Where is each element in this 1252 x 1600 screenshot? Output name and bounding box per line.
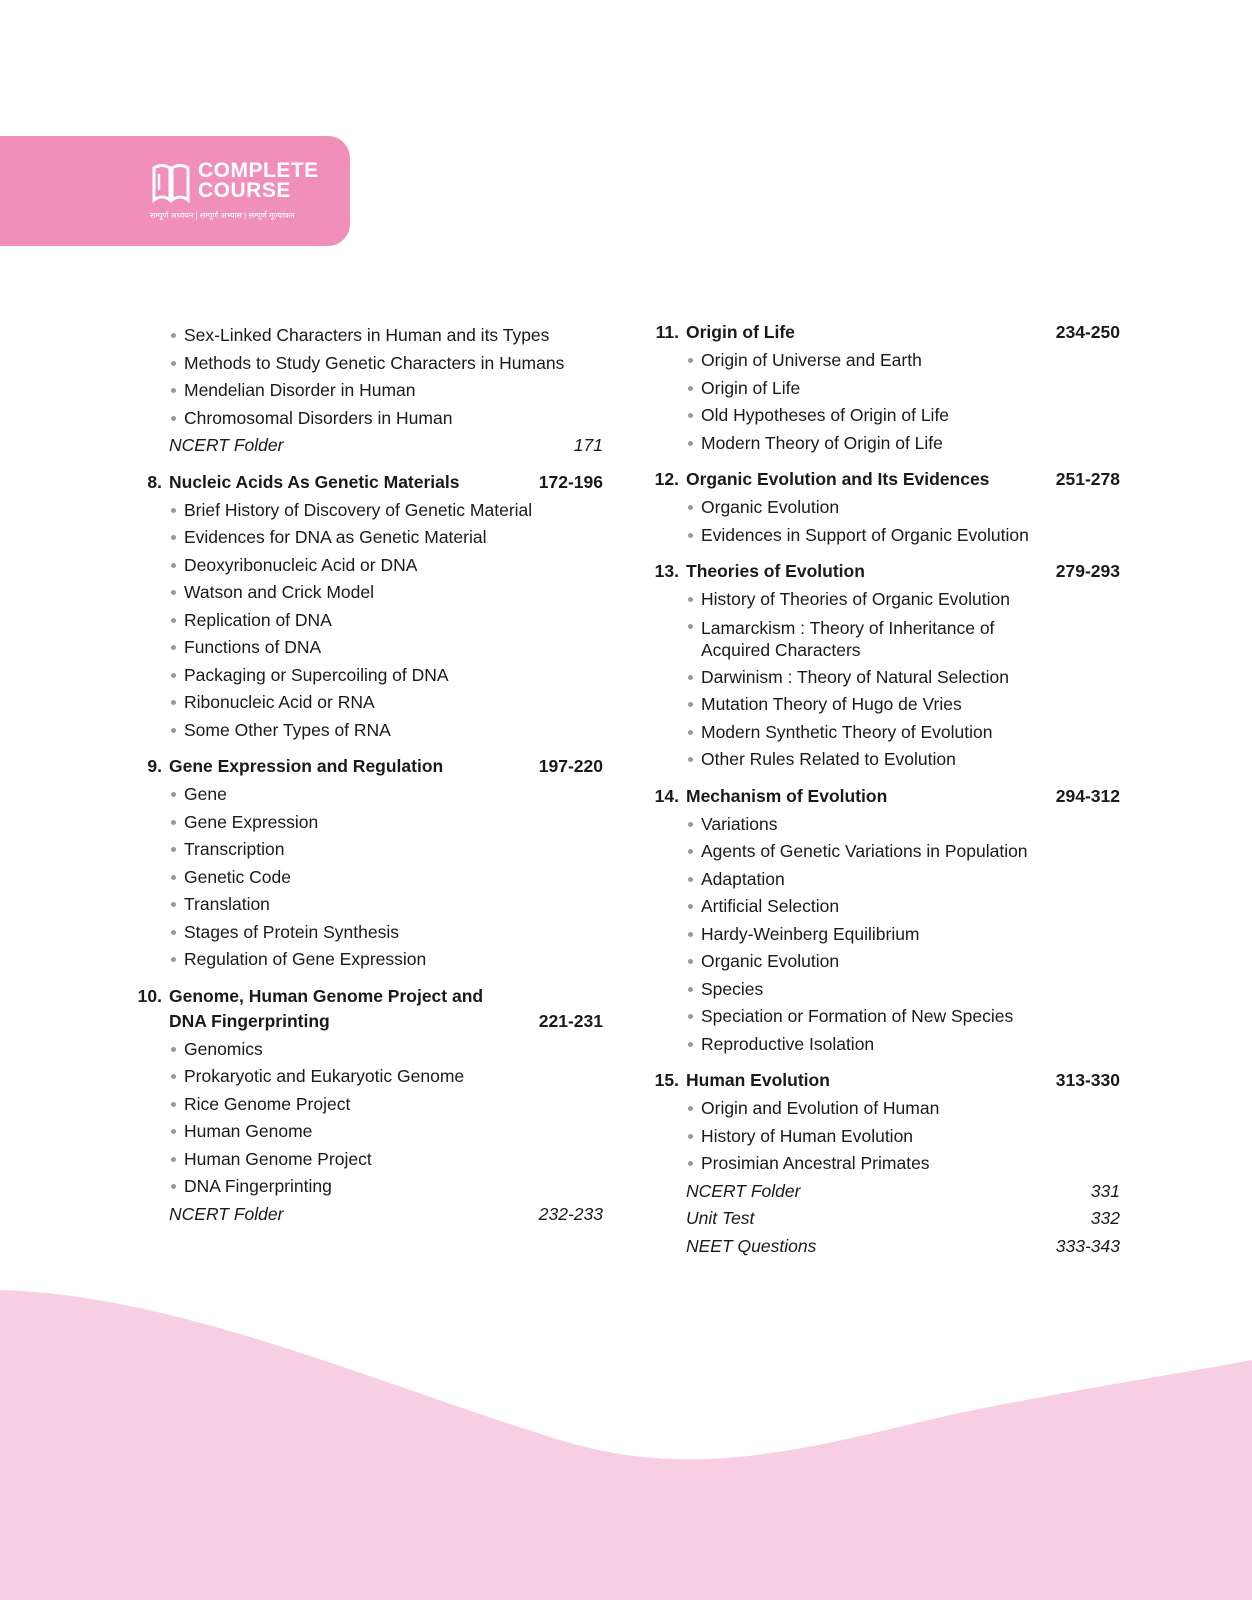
chapter-title: Gene Expression and Regulation: [169, 756, 444, 776]
extra-label: NCERT Folder: [169, 1203, 284, 1224]
chapter-number: 11.: [655, 322, 679, 342]
brand-tab: [0, 136, 350, 246]
brand-name-line1: COMPLETE: [198, 159, 319, 182]
extra-label: NEET Questions: [686, 1235, 817, 1256]
chapter-15: [642, 1068, 1120, 1260]
topic-item[interactable]: [686, 614, 1120, 664]
chapter-14: [642, 784, 1120, 1059]
chapter-pages: 234-250: [1055, 322, 1120, 342]
chapter-heading[interactable]: [642, 559, 1120, 584]
topic-item[interactable]: Speciation or Formation of New Species: [686, 1003, 1120, 1031]
extra-label: Unit Test: [686, 1208, 755, 1228]
topic-item[interactable]: Human Genome: [169, 1118, 603, 1146]
chapter-heading[interactable]: [642, 320, 1120, 345]
extra-pages: 232-233: [538, 1203, 603, 1224]
topic-item[interactable]: Agents of Genetic Variations in Population: [686, 838, 1120, 866]
topic-item[interactable]: Regulation of Gene Expression: [169, 946, 603, 974]
chapter-number: 14.: [654, 785, 679, 806]
topic-item[interactable]: Prokaryotic and Eukaryotic Genome: [169, 1063, 603, 1091]
topic-item[interactable]: Evidences for DNA as Genetic Material: [169, 524, 603, 552]
topic-item[interactable]: Old Hypotheses of Origin of Life: [686, 402, 1120, 430]
topic-item[interactable]: DNA Fingerprinting: [169, 1173, 603, 1201]
chapter-title-line2: DNA Fingerprinting: [169, 1010, 330, 1031]
toc-left-column: [125, 320, 603, 1238]
brand-tagline: सम्पूर्ण अध्ययन | सम्पूर्ण अभ्यास | सम्पूर्ण मूल्यांकन: [150, 211, 295, 220]
topic-item[interactable]: Brief History of Discovery of Genetic Material: [169, 497, 603, 525]
chapter-heading[interactable]: [125, 984, 603, 1034]
topic-item[interactable]: Hardy-Weinberg Equilibrium: [686, 921, 1120, 949]
chapter-title: Human Evolution: [686, 1070, 830, 1090]
chapter-pages: 221-231: [538, 1010, 603, 1031]
chapter-12: [642, 467, 1120, 549]
topic-item[interactable]: Mendelian Disorder in Human: [169, 377, 603, 405]
chapter-title: Origin of Life: [686, 322, 795, 342]
chapter-8: [125, 470, 603, 745]
chapter-title: Organic Evolution and Its Evidences: [686, 469, 990, 489]
topic-item[interactable]: Deoxyribonucleic Acid or DNA: [169, 552, 603, 580]
topic-item[interactable]: Human Genome Project: [169, 1146, 603, 1174]
book-icon: [150, 160, 192, 204]
ncert-folder-entry[interactable]: [125, 432, 603, 460]
chapter-pages: 313-330: [1055, 1070, 1120, 1090]
chapter-pages: 172-196: [538, 471, 603, 492]
chapter-number: 12.: [654, 469, 679, 489]
extra-label: NCERT Folder: [169, 435, 284, 455]
chapter-number: 15.: [654, 1070, 679, 1090]
topic-item[interactable]: Reproductive Isolation: [686, 1031, 1120, 1059]
chapter-10: [125, 984, 603, 1229]
chapter-title-line1: Genome, Human Genome Project and: [169, 985, 484, 1006]
chapter-number: 9.: [147, 756, 162, 776]
topic-item[interactable]: Origin of Universe and Earth: [686, 347, 1120, 375]
chapter-heading[interactable]: [642, 1068, 1120, 1093]
chapter-pages: 197-220: [538, 756, 603, 776]
brand-name-line2: COURSE: [198, 179, 291, 202]
topic-item[interactable]: Organic Evolution: [686, 494, 1120, 522]
chapter-title: Nucleic Acids As Genetic Materials: [169, 471, 460, 492]
topic-item[interactable]: Methods to Study Genetic Characters in Humans: [169, 350, 603, 378]
chapter-11: [642, 320, 1120, 457]
chapter-13: [642, 559, 1120, 774]
chapter-7-continued: [125, 322, 603, 460]
chapter-heading[interactable]: [125, 470, 603, 495]
topic-item[interactable]: Other Rules Related to Evolution: [686, 746, 1120, 774]
chapter-number: 13.: [654, 561, 679, 581]
chapter-pages: 251-278: [1055, 469, 1120, 489]
topic-item[interactable]: Transcription: [169, 836, 603, 864]
topic-line1: Lamarckism : Theory of Inheritance of: [701, 617, 995, 638]
topic-item[interactable]: Genomics: [169, 1036, 603, 1064]
background-wave: [0, 1290, 1252, 1600]
neet-questions-entry[interactable]: [642, 1233, 1120, 1261]
topic-item[interactable]: Mutation Theory of Hugo de Vries: [686, 691, 1120, 719]
topic-item[interactable]: Replication of DNA: [169, 607, 603, 635]
topic-item[interactable]: Gene Expression: [169, 809, 603, 837]
topic-item[interactable]: Species: [686, 976, 1120, 1004]
topic-item[interactable]: Darwinism : Theory of Natural Selection: [686, 664, 1120, 692]
chapter-heading[interactable]: [642, 467, 1120, 492]
topic-item[interactable]: Chromosomal Disorders in Human: [169, 405, 603, 433]
topic-item[interactable]: Sex-Linked Characters in Human and its Types: [169, 322, 603, 350]
topic-item[interactable]: Genetic Code: [169, 864, 603, 892]
chapter-title: Theories of Evolution: [686, 561, 865, 581]
chapter-number: 10.: [137, 985, 162, 1006]
topic-item[interactable]: Origin and Evolution of Human: [686, 1095, 1120, 1123]
topic-item[interactable]: Gene: [169, 781, 603, 809]
topic-item[interactable]: Modern Theory of Origin of Life: [686, 430, 1120, 458]
extra-label: NCERT Folder: [686, 1180, 801, 1201]
unit-test-entry[interactable]: [642, 1205, 1120, 1233]
topic-item[interactable]: Ribonucleic Acid or RNA: [169, 689, 603, 717]
extra-pages: 331: [1090, 1180, 1120, 1201]
topic-item[interactable]: Variations: [686, 811, 1120, 839]
topic-item[interactable]: Translation: [169, 891, 603, 919]
chapter-number: 8.: [147, 471, 162, 492]
topic-item[interactable]: Modern Synthetic Theory of Evolution: [686, 719, 1120, 747]
chapter-heading[interactable]: [642, 784, 1120, 809]
topic-item[interactable]: Adaptation: [686, 866, 1120, 894]
chapter-heading[interactable]: [125, 754, 603, 779]
chapter-title: [169, 984, 523, 1034]
chapter-pages: 279-293: [1055, 561, 1120, 581]
extra-pages: 333-343: [1055, 1235, 1120, 1256]
chapter-title: Mechanism of Evolution: [686, 785, 888, 806]
topic-item[interactable]: Artificial Selection: [686, 893, 1120, 921]
topic-item[interactable]: Prosimian Ancestral Primates: [686, 1150, 1120, 1178]
topic-item[interactable]: History of Human Evolution: [686, 1123, 1120, 1151]
topic-item[interactable]: Packaging or Supercoiling of DNA: [169, 662, 603, 690]
extra-pages: 332: [1090, 1208, 1120, 1228]
chapter-9: [125, 754, 603, 974]
ncert-folder-entry[interactable]: [642, 1178, 1120, 1206]
toc-right-column: [642, 320, 1120, 1270]
topic-item[interactable]: Rice Genome Project: [169, 1091, 603, 1119]
ncert-folder-entry[interactable]: [125, 1201, 603, 1229]
topic-item[interactable]: Watson and Crick Model: [169, 579, 603, 607]
topic-item[interactable]: History of Theories of Organic Evolution: [686, 586, 1120, 614]
topic-item[interactable]: Stages of Protein Synthesis: [169, 919, 603, 947]
topic-item[interactable]: Origin of Life: [686, 375, 1120, 403]
topic-item[interactable]: Organic Evolution: [686, 948, 1120, 976]
topic-item[interactable]: Evidences in Support of Organic Evolution: [686, 522, 1120, 550]
chapter-pages: 294-312: [1055, 785, 1120, 806]
topic-line2: Acquired Characters: [701, 639, 861, 660]
extra-pages: 171: [573, 435, 603, 455]
topic-item[interactable]: Some Other Types of RNA: [169, 717, 603, 745]
topic-item[interactable]: Functions of DNA: [169, 634, 603, 662]
